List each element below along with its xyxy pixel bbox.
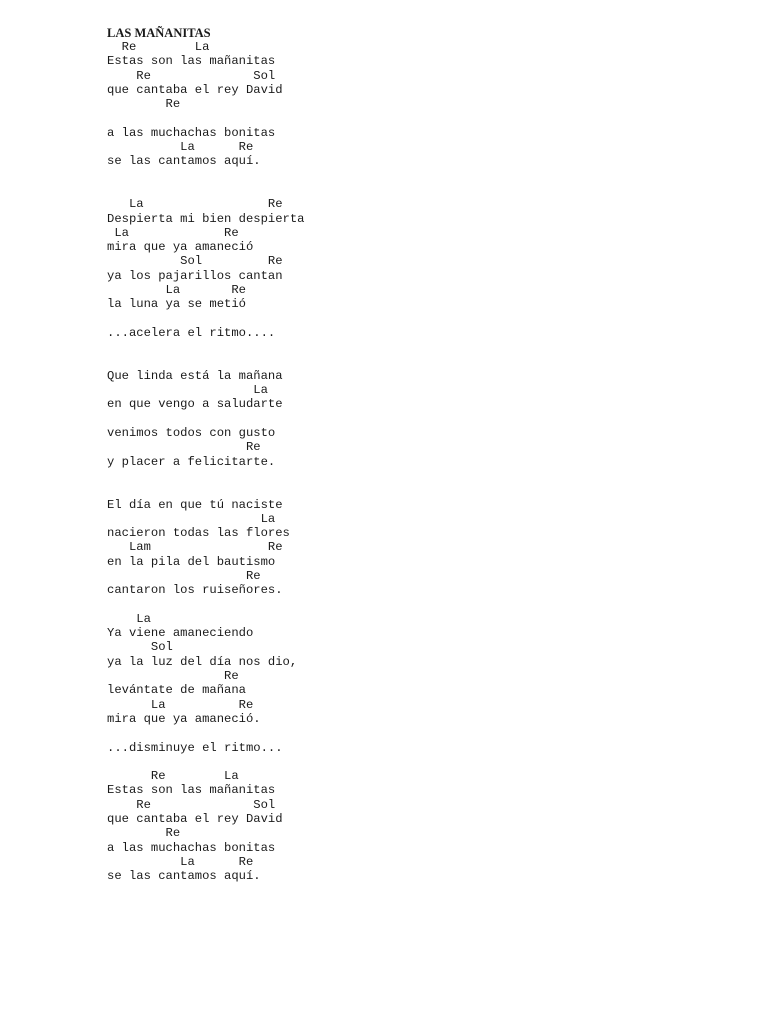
blank-line: [107, 755, 727, 769]
blank-line: [107, 469, 727, 483]
lyric-line: nacieron todas las flores: [107, 526, 290, 541]
lyric-line: se las cantamos aquí.: [107, 154, 261, 169]
lyric-line: se las cantamos aquí.: [107, 869, 261, 884]
lyric-line: levántate de mañana: [107, 683, 246, 698]
blank-line: [107, 169, 727, 183]
blank-line: [107, 340, 727, 354]
blank-line: [107, 312, 727, 326]
chord-line: Re: [107, 97, 181, 112]
chord-line: Re: [107, 669, 239, 684]
chord-line: La: [107, 611, 151, 626]
blank-line: [107, 111, 727, 125]
chord-line: La Re: [107, 854, 254, 869]
lyric-line: a las muchachas bonitas: [107, 840, 276, 855]
lyric-line: Estas son las mañanitas: [107, 783, 276, 798]
blank-line: [107, 598, 727, 612]
lyric-line: ...disminuye el ritmo...: [107, 740, 283, 755]
lyric-line: mira que ya amaneció.: [107, 711, 261, 726]
chord-line: La: [107, 511, 276, 526]
lyric-line: cantaron los ruiseñores.: [107, 583, 283, 598]
chord-line: Re La: [107, 769, 239, 784]
lyric-line: venimos todos con gusto: [107, 426, 276, 441]
song-body: [107, 40, 727, 884]
lyric-line: a las muchachas bonitas: [107, 125, 276, 140]
lyric-line: Que linda está la mañana: [107, 368, 283, 383]
lyric-line: ...acelera el ritmo....: [107, 325, 276, 340]
chord-line: La Re: [107, 197, 283, 212]
chord-line: La Re: [107, 140, 254, 155]
chord-line: Re La: [107, 40, 210, 54]
blank-line: [107, 483, 727, 497]
lyric-line: la luna ya se metió: [107, 297, 246, 312]
lyric-line: Estas son las mañanitas: [107, 54, 276, 69]
chord-line: La: [107, 383, 268, 398]
blank-line: [107, 726, 727, 740]
chord-line: La Re: [107, 225, 239, 240]
blank-line: [107, 412, 727, 426]
chord-line: Re: [107, 568, 261, 583]
lyric-line: Ya viene amaneciendo: [107, 626, 254, 641]
lyric-line: que cantaba el rey David: [107, 82, 283, 97]
chord-line: Re Sol: [107, 68, 276, 83]
lyric-line: en que vengo a saludarte: [107, 397, 283, 412]
chord-line: Sol: [107, 640, 173, 655]
chord-line: Sol Re: [107, 254, 283, 269]
chord-line: Re: [107, 440, 261, 455]
chord-line: La Re: [107, 283, 246, 298]
blank-line: [107, 183, 727, 197]
chord-line: Re Sol: [107, 797, 276, 812]
lyric-line: en la pila del bautismo: [107, 554, 276, 569]
lyric-line: ya los pajarillos cantan: [107, 268, 283, 283]
chord-line: Re: [107, 826, 181, 841]
lyric-line: que cantaba el rey David: [107, 812, 283, 827]
lyric-line: mira que ya amaneció: [107, 240, 254, 255]
blank-line: [107, 355, 727, 369]
song-title: LAS MAÑANITAS: [107, 26, 211, 40]
lyric-line: ya la luz del día nos dio,: [107, 654, 298, 669]
lyric-line: y placer a felicitarte.: [107, 454, 276, 469]
chord-line: La Re: [107, 697, 254, 712]
lyric-line: El día en que tú naciste: [107, 497, 283, 512]
lyric-line: Despierta mi bien despierta: [107, 211, 305, 226]
chord-line: Lam Re: [107, 540, 283, 555]
